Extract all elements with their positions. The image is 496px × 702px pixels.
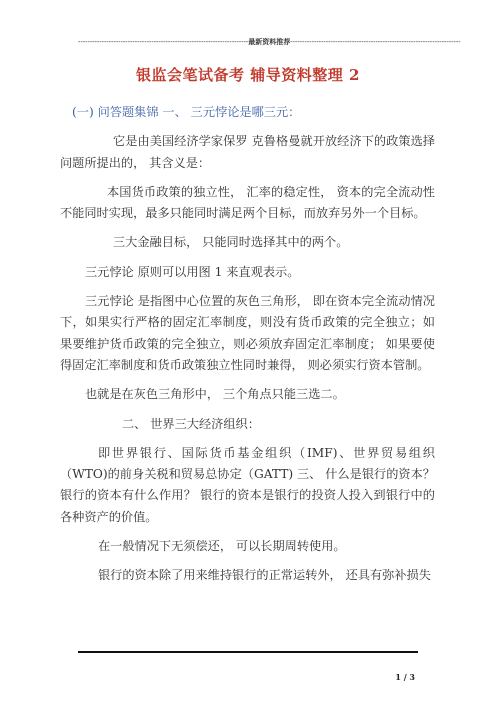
paragraph-5: 三元悖论 原则可以用图 1 来直观表示。 — [85, 264, 300, 279]
paragraph-9: 即世界银行、国际货币基金组织（IMF)、世界贸易组织（WTO)的前身关税和贸易总协定（GATT) 三、 什么是银行的资本？ 银行的资本有什么作用？ 银行的资本是银行的投资人投入到银行中的各种资产的价值。 — [60, 445, 435, 524]
paragraph-6: 三元悖论 是指图中心位置的灰色三角形， 即在资本完全流动情况下，如果实行严格的固定汇率制度，则没有货币政策的完全独立；如果要维护货币政策的完全独立，则必须放弃固定汇率制度； 如果要使得固定汇率制度和货币政策独立性同时兼得， 则必须实行资本管制。 — [60, 294, 435, 372]
paragraph-11: 银行的资本除了用来维持银行的正常运转外， 还具有弥补损失 — [98, 568, 431, 583]
page-number: 1 / 3 — [395, 672, 415, 682]
page-header — [78, 36, 461, 48]
paragraph-7: 也就是在灰色三角形中， 三个角点只能三选二。 — [85, 387, 345, 402]
paragraph-1 — [60, 102, 435, 123]
paragraph-4: 三大金融目标， 只能同时选择其中的两个。 — [113, 235, 349, 250]
header-dashes-left: ------------------------------------------------------------------------ — [78, 38, 249, 46]
paragraph-2: 它是由美国经济学家保罗 克鲁格曼就开放经济下的政策选择问题所提出的， 其含义是： — [60, 134, 435, 170]
paragraph-8: 二、 世界三大经济组织： — [122, 416, 260, 431]
header-label: 最新资料推荐 — [248, 37, 291, 46]
header-dashes-right: ------------------------------------------------------------------------ — [290, 38, 461, 46]
paragraph-3: 本国货币政策的独立性， 汇率的稳定性， 资本的完全流动性不能同时实现，最多只能同时满足两个目标，而放弃另外一个目标。 — [60, 184, 435, 221]
section-heading: (一) 问答题集锦 一、 三元悖论是哪三元： — [72, 105, 301, 119]
footer-rule — [78, 651, 418, 653]
paragraph-10: 在一般情况下无须偿还， 可以长期周转使用。 — [98, 539, 346, 554]
document-title: 银监会笔试备考 辅导资料整理 2 — [136, 66, 360, 84]
document-body — [60, 102, 435, 595]
